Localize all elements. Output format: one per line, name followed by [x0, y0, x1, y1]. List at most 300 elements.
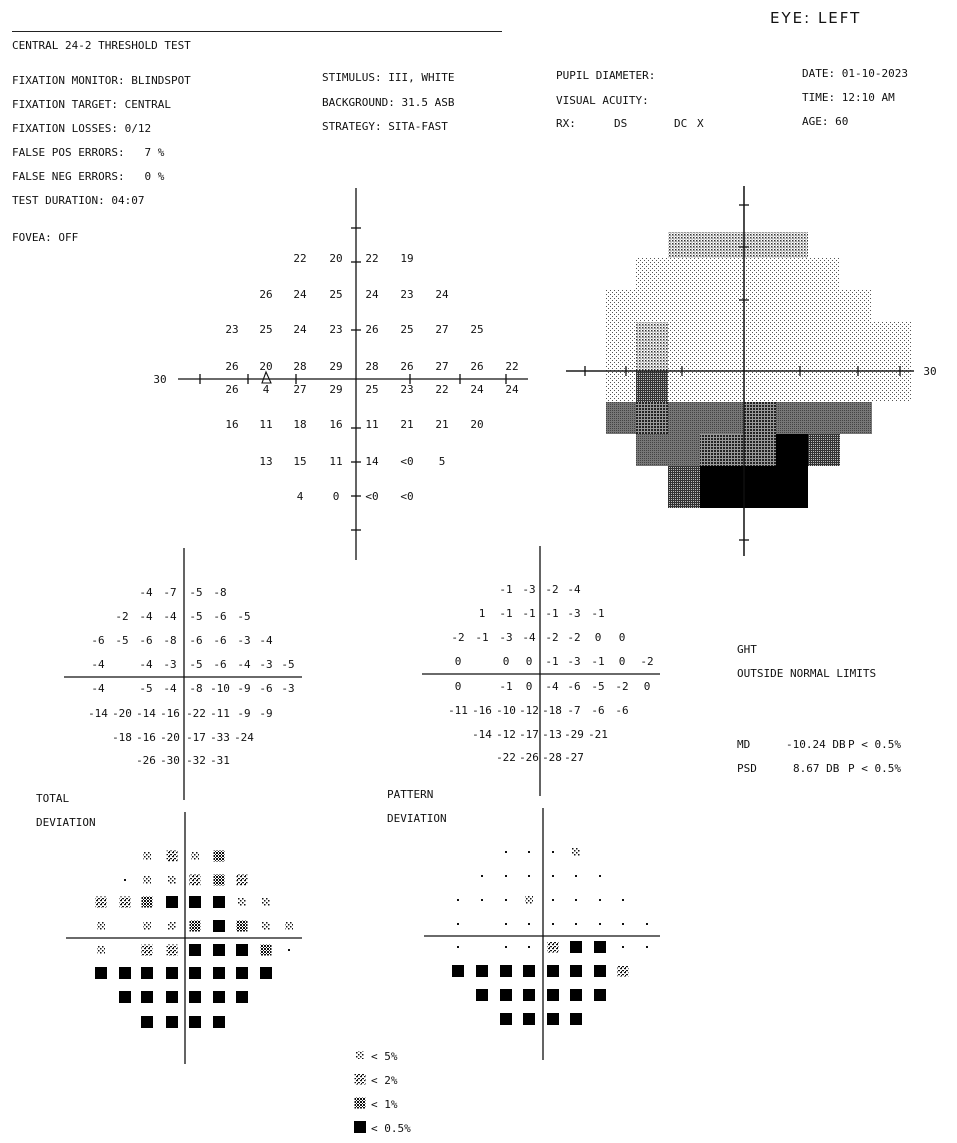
pattern-probability-dot-symbol: [481, 875, 483, 877]
threshold-value: 19: [400, 252, 414, 265]
total-deviation-value: -20: [112, 707, 132, 720]
threshold-value: 15: [293, 455, 307, 468]
threshold-value: 26: [470, 360, 484, 373]
pattern-deviation-value: -13: [542, 728, 562, 741]
legend-p5-symbol: [356, 1051, 364, 1059]
pattern-probability-p05-symbol: [523, 965, 535, 977]
greyscale-cell: [776, 434, 808, 466]
total-probability-p1-symbol: [214, 851, 225, 862]
greyscale-cell: [744, 232, 776, 258]
total-deviation-value: -33: [210, 731, 230, 744]
greyscale-cell: [808, 290, 840, 322]
pattern-probability-dot-symbol: [505, 899, 507, 901]
total-deviation-value: -3: [163, 658, 177, 671]
threshold-value: 23: [400, 288, 414, 301]
threshold-value: 22: [435, 383, 449, 396]
fixation-monitor: FIXATION MONITOR: BLINDSPOT: [12, 74, 191, 87]
greyscale-cell: [606, 402, 636, 434]
greyscale-cell: [840, 371, 872, 402]
pattern-deviation-label-2: DEVIATION: [387, 812, 447, 825]
threshold-value: 21: [435, 418, 449, 431]
total-probability-p05-symbol: [213, 944, 225, 956]
rx-x: X: [697, 117, 704, 130]
psd-p: P < 0.5%: [848, 762, 901, 775]
pattern-deviation-value: -1: [545, 607, 559, 620]
total-deviation-value: -24: [234, 731, 254, 744]
total-probability-p5-symbol: [168, 876, 176, 884]
total-probability-dot-symbol: [288, 949, 290, 951]
greyscale-cell: [808, 402, 840, 434]
pattern-probability-dot-symbol: [528, 946, 530, 948]
threshold-value: 22: [365, 252, 379, 265]
greyscale-cell: [776, 466, 808, 508]
pattern-deviation-value: 0: [643, 680, 651, 693]
pattern-deviation-value: -17: [519, 728, 539, 741]
threshold-value: 24: [293, 323, 307, 336]
total-probability-p5-symbol: [262, 922, 270, 930]
pattern-deviation-value: -1: [591, 607, 605, 620]
pattern-deviation-value: -1: [591, 655, 605, 668]
total-deviation-value: -10: [210, 682, 230, 695]
pattern-deviation-value: -14: [472, 728, 492, 741]
greyscale-cell: [776, 402, 808, 434]
total-deviation-value: -6: [91, 634, 105, 647]
threshold-value: 25: [329, 288, 343, 301]
threshold-value: 29: [329, 383, 343, 396]
total-probability-p2-symbol: [142, 945, 153, 956]
total-deviation-value: -20: [160, 731, 180, 744]
total-probability-p05-symbol: [166, 896, 178, 908]
total-probability-p05-symbol: [213, 991, 225, 1003]
threshold-value: <0: [400, 455, 414, 468]
threshold-value: 24: [435, 288, 449, 301]
pattern-probability-dot-symbol: [575, 875, 577, 877]
total-deviation-value: -14: [88, 707, 108, 720]
pattern-probability-p2-symbol: [618, 966, 629, 977]
pattern-probability-dot-symbol: [552, 899, 554, 901]
total-deviation-value: -4: [139, 610, 153, 623]
total-deviation-value: -4: [91, 682, 105, 695]
test-time: TIME: 12:10 AM: [802, 91, 895, 104]
pattern-probability-p5-symbol: [525, 896, 533, 904]
total-probability-p2-symbol: [190, 875, 201, 886]
threshold-value: 20: [259, 360, 273, 373]
greyscale-cell: [744, 371, 776, 402]
total-deviation-value: -4: [139, 586, 153, 599]
total-probability-p05-symbol: [236, 967, 248, 979]
pattern-probability-p05-symbol: [570, 965, 582, 977]
eye-label: EYE: LEFT: [770, 9, 862, 27]
pattern-deviation-value: 0: [454, 655, 462, 668]
pattern-probability-p2-symbol: [548, 942, 559, 953]
legend-p5-text: < 5%: [371, 1050, 398, 1063]
threshold-value: 26: [400, 360, 414, 373]
total-probability-p1-symbol: [261, 945, 272, 956]
pattern-deviation-value: -2: [545, 583, 559, 596]
total-deviation-value: -9: [259, 707, 273, 720]
threshold-value: 11: [259, 418, 273, 431]
pattern-probability-dot-symbol: [505, 875, 507, 877]
total-probability-p05-symbol: [141, 991, 153, 1003]
strategy: STRATEGY: SITA-FAST: [322, 120, 448, 133]
pattern-deviation-value: -1: [499, 680, 513, 693]
greyscale-cell: [700, 290, 744, 322]
pattern-probability-dot-symbol: [528, 851, 530, 853]
greyscale-cells: [606, 232, 912, 508]
total-deviation-value: -30: [160, 754, 180, 767]
total-deviation-value: -6: [213, 658, 227, 671]
total-probability-p5-symbol: [191, 852, 199, 860]
total-probability-p05-symbol: [260, 967, 272, 979]
pattern-probability-dot-symbol: [646, 923, 648, 925]
threshold-value: 21: [400, 418, 414, 431]
total-probability-p05-symbol: [189, 991, 201, 1003]
stimulus: STIMULUS: III, WHITE: [322, 71, 455, 84]
pattern-probability-dot-symbol: [528, 875, 530, 877]
threshold-value: 16: [329, 418, 343, 431]
greyscale-cell: [606, 371, 636, 402]
pattern-deviation-value: -18: [542, 704, 562, 717]
blind-spot-triangle-icon: [262, 372, 271, 383]
pattern-deviation-value: -12: [519, 704, 539, 717]
pattern-probability-dot-symbol: [552, 851, 554, 853]
rx-dc: DC: [674, 117, 688, 130]
greyscale-cell: [668, 371, 700, 402]
total-deviation-value: -5: [189, 610, 203, 623]
pattern-probability-p05-symbol: [594, 989, 606, 1001]
total-probability-p05-symbol: [213, 967, 225, 979]
total-deviation-value: -4: [139, 658, 153, 671]
pattern-deviation-value: -2: [545, 631, 559, 644]
total-probability-p05-symbol: [141, 1016, 153, 1028]
total-probability-p5-symbol: [285, 922, 293, 930]
total-deviation-value: -22: [186, 707, 206, 720]
total-probability-p2-symbol: [96, 897, 107, 908]
greyscale-cell: [744, 434, 776, 466]
pattern-deviation-value: -7: [567, 704, 581, 717]
total-deviation-value: -4: [259, 634, 273, 647]
pattern-deviation-value: -4: [545, 680, 559, 693]
total-probability-p05-symbol: [213, 896, 225, 908]
threshold-value: 24: [470, 383, 484, 396]
greyscale-cell: [636, 322, 668, 371]
pattern-deviation-value: -21: [588, 728, 608, 741]
pattern-probability-p05-symbol: [547, 1013, 559, 1025]
false-neg-errors: FALSE NEG ERRORS: 0 %: [12, 170, 165, 183]
pattern-deviation-value: -1: [499, 583, 513, 596]
total-probability-p2-symbol: [120, 897, 131, 908]
pattern-deviation-value: -2: [640, 655, 654, 668]
threshold-axis-left-label: 30: [153, 373, 167, 386]
pattern-probability-dot-symbol: [505, 946, 507, 948]
threshold-value: 20: [329, 252, 343, 265]
total-probability-p05-symbol: [189, 967, 201, 979]
total-deviation-value: -4: [163, 610, 177, 623]
total-probability-p05-symbol: [236, 991, 248, 1003]
total-deviation-value: -5: [139, 682, 153, 695]
pattern-deviation-value: -4: [522, 631, 536, 644]
fixation-target: FIXATION TARGET: CENTRAL: [12, 98, 171, 111]
pattern-probability-dot-symbol: [552, 875, 554, 877]
pattern-probability-dot-symbol: [505, 851, 507, 853]
greyscale-cell: [700, 258, 744, 290]
threshold-value: 5: [438, 455, 446, 468]
total-probability-p5-symbol: [238, 898, 246, 906]
total-probability-p5-symbol: [97, 922, 105, 930]
pattern-deviation-value: -6: [567, 680, 581, 693]
pattern-deviation-value: -2: [451, 631, 465, 644]
greyscale-cell: [700, 402, 744, 434]
pattern-deviation-label-1: PATTERN: [387, 788, 434, 801]
greyscale-cell: [668, 232, 700, 258]
greyscale-cell: [744, 290, 776, 322]
total-deviation-label-2: DEVIATION: [36, 816, 96, 829]
threshold-value: <0: [400, 490, 414, 503]
pattern-probability-dot-symbol: [599, 899, 601, 901]
total-probability-p05-symbol: [119, 991, 131, 1003]
pattern-probability-p05-symbol: [570, 1013, 582, 1025]
greyscale-cell: [606, 322, 636, 371]
threshold-value: 26: [225, 383, 239, 396]
pattern-probability-p05-symbol: [523, 989, 535, 1001]
total-probability-p5-symbol: [143, 852, 151, 860]
total-probability-p05-symbol: [189, 896, 201, 908]
threshold-value: 25: [470, 323, 484, 336]
pattern-probability-dot-symbol: [481, 899, 483, 901]
greyscale-cell: [668, 402, 700, 434]
threshold-value: 23: [329, 323, 343, 336]
total-deviation-value: -4: [163, 682, 177, 695]
pattern-probability-dot-symbol: [599, 875, 601, 877]
threshold-value: 13: [259, 455, 273, 468]
legend-p2-text: < 2%: [371, 1074, 398, 1087]
total-probability-p5-symbol: [168, 922, 176, 930]
total-deviation-value: -6: [189, 634, 203, 647]
total-probability-p2-symbol: [167, 851, 178, 862]
greyscale-cell: [636, 434, 668, 466]
total-deviation-value: -16: [160, 707, 180, 720]
total-probability-p05-symbol: [166, 991, 178, 1003]
pattern-probability-p05-symbol: [523, 1013, 535, 1025]
pattern-deviation-value: -4: [567, 583, 581, 596]
pattern-deviation-value: -3: [567, 655, 581, 668]
legend-p1-text: < 1%: [371, 1098, 398, 1111]
total-deviation-value: -6: [139, 634, 153, 647]
legend-p05-symbol: [354, 1121, 366, 1133]
greyscale-cell: [776, 232, 808, 258]
pattern-probability-dot-symbol: [646, 946, 648, 948]
total-deviation-value: -7: [163, 586, 177, 599]
md-label: MD: [737, 738, 751, 751]
pattern-probability-p05-symbol: [500, 965, 512, 977]
greyscale-cell: [808, 434, 840, 466]
total-probability-p05-symbol: [189, 1016, 201, 1028]
total-probability-p5-symbol: [262, 898, 270, 906]
threshold-value: 25: [259, 323, 273, 336]
pupil-diameter: PUPIL DIAMETER:: [556, 69, 656, 82]
total-deviation-value: -3: [237, 634, 251, 647]
pattern-probability-dot-symbol: [575, 899, 577, 901]
greyscale-cell: [744, 402, 776, 434]
total-deviation-value: -8: [163, 634, 177, 647]
pattern-deviation-value: -28: [542, 751, 562, 764]
threshold-value: 14: [365, 455, 379, 468]
threshold-value: 29: [329, 360, 343, 373]
rx-label: RX:: [556, 117, 576, 130]
pattern-probability-p05-symbol: [570, 941, 582, 953]
greyscale-cell: [840, 322, 872, 371]
total-deviation-value: -5: [115, 634, 129, 647]
pattern-deviation-value: -1: [499, 607, 513, 620]
total-deviation-value: -8: [213, 586, 227, 599]
pattern-probability-dot-symbol: [457, 923, 459, 925]
greyscale-cell: [668, 322, 700, 371]
pattern-probability-p05-symbol: [547, 965, 559, 977]
total-probability-p05-symbol: [213, 920, 225, 932]
pattern-deviation-value: 0: [525, 680, 533, 693]
legend-p2-symbol: [355, 1074, 366, 1085]
greyscale-cell: [606, 290, 636, 322]
total-deviation-value: -26: [136, 754, 156, 767]
total-probability-p2-symbol: [167, 945, 178, 956]
threshold-value: 16: [225, 418, 239, 431]
greyscale-cell: [636, 258, 668, 290]
total-probability-dot-symbol: [124, 879, 126, 881]
pattern-probability-dot-symbol: [622, 899, 624, 901]
pattern-probability-dot-symbol: [457, 946, 459, 948]
test-duration: TEST DURATION: 04:07: [12, 194, 145, 207]
threshold-value: 26: [259, 288, 273, 301]
pattern-deviation-value: -1: [522, 607, 536, 620]
total-deviation-value: -16: [136, 731, 156, 744]
pattern-deviation-value: -2: [615, 680, 629, 693]
pattern-probability-p05-symbol: [570, 989, 582, 1001]
pattern-deviation-value: 0: [594, 631, 602, 644]
total-deviation-label-1: TOTAL: [36, 792, 70, 805]
pattern-deviation-value: 0: [454, 680, 462, 693]
greyscale-cell: [840, 402, 872, 434]
threshold-value: 23: [225, 323, 239, 336]
threshold-value: 24: [293, 288, 307, 301]
pattern-deviation-value: -6: [615, 704, 629, 717]
greyscale-axis-right-label: 30: [923, 365, 937, 378]
threshold-value: <0: [365, 490, 379, 503]
total-probability-p05-symbol: [119, 967, 131, 979]
fovea-status: FOVEA: OFF: [12, 231, 79, 244]
total-deviation-value: -3: [281, 682, 295, 695]
pattern-deviation-value: -3: [567, 607, 581, 620]
threshold-value: 0: [332, 490, 340, 503]
threshold-value: 26: [225, 360, 239, 373]
pattern-probability-p05-symbol: [476, 989, 488, 1001]
total-deviation-value: -18: [112, 731, 132, 744]
greyscale-cell: [776, 290, 808, 322]
md-value: -10.24 DB: [786, 738, 846, 751]
pattern-probability-p05-symbol: [500, 989, 512, 1001]
threshold-value: 28: [293, 360, 307, 373]
threshold-value: 11: [365, 418, 379, 431]
total-deviation-value: -5: [189, 586, 203, 599]
total-deviation-value: -8: [189, 682, 203, 695]
greyscale-cell: [808, 258, 840, 290]
pattern-probability-dot-symbol: [528, 923, 530, 925]
pattern-deviation-value: -12: [496, 728, 516, 741]
legend-p1-symbol: [355, 1098, 366, 1109]
total-probability-p1-symbol: [214, 875, 225, 886]
legend-p05-text: < 0.5%: [371, 1122, 411, 1135]
total-probability-p05-symbol: [95, 967, 107, 979]
greyscale-cell: [744, 322, 776, 371]
pattern-deviation-value: -1: [475, 631, 489, 644]
greyscale-cell: [744, 466, 776, 508]
total-probability-p5-symbol: [97, 946, 105, 954]
total-deviation-value: -3: [259, 658, 273, 671]
pattern-probability-dot-symbol: [575, 923, 577, 925]
pattern-probability-p05-symbol: [452, 965, 464, 977]
ght-result: OUTSIDE NORMAL LIMITS: [737, 667, 877, 680]
pattern-deviation-value: 0: [618, 655, 626, 668]
total-probability-symbols: [95, 851, 293, 1029]
total-probability-p1-symbol: [237, 921, 248, 932]
total-deviation-value: -5: [189, 658, 203, 671]
legend-symbols: [354, 1051, 366, 1133]
patient-age: AGE: 60: [802, 115, 849, 128]
pattern-deviation-value: -2: [567, 631, 581, 644]
total-probability-p2-symbol: [237, 875, 248, 886]
greyscale-cell: [668, 466, 700, 508]
pattern-deviation-value: 0: [525, 655, 533, 668]
pattern-probability-p05-symbol: [594, 941, 606, 953]
threshold-value: 23: [400, 383, 414, 396]
total-probability-p5-symbol: [143, 876, 151, 884]
pattern-probability-dot-symbol: [599, 923, 601, 925]
threshold-value: 28: [365, 360, 379, 373]
greyscale-cell: [668, 258, 700, 290]
pattern-probability-dot-symbol: [622, 946, 624, 948]
greyscale-cell: [808, 322, 840, 371]
total-probability-p05-symbol: [166, 967, 178, 979]
total-probability-p05-symbol: [189, 944, 201, 956]
greyscale-cell: [776, 322, 808, 371]
greyscale-cell: [776, 371, 808, 402]
psd-label: PSD: [737, 762, 757, 775]
pattern-probability-p05-symbol: [594, 965, 606, 977]
total-deviation-value: -17: [186, 731, 206, 744]
pattern-probability-dot-symbol: [457, 899, 459, 901]
greyscale-cell: [744, 258, 776, 290]
greyscale-cell: [872, 371, 912, 402]
pattern-deviation-value: -16: [472, 704, 492, 717]
pattern-probability-p5-symbol: [572, 848, 580, 856]
pattern-probability-dot-symbol: [622, 923, 624, 925]
psd-value: 8.67 DB: [793, 762, 840, 775]
threshold-value: 22: [505, 360, 519, 373]
pattern-probability-p05-symbol: [476, 965, 488, 977]
threshold-value: 26: [365, 323, 379, 336]
visual-acuity: VISUAL ACUITY:: [556, 94, 649, 107]
total-probability-p5-symbol: [143, 922, 151, 930]
total-deviation-value: -5: [237, 610, 251, 623]
greyscale-cell: [700, 232, 744, 258]
pattern-deviation-value: 0: [618, 631, 626, 644]
total-probability-p1-symbol: [190, 921, 201, 932]
greyscale-cell: [636, 371, 668, 402]
threshold-value: 18: [293, 418, 307, 431]
threshold-value: 4: [262, 383, 270, 396]
total-probability-p05-symbol: [166, 1016, 178, 1028]
pattern-deviation-value: -3: [499, 631, 513, 644]
greyscale-cell: [840, 290, 872, 322]
